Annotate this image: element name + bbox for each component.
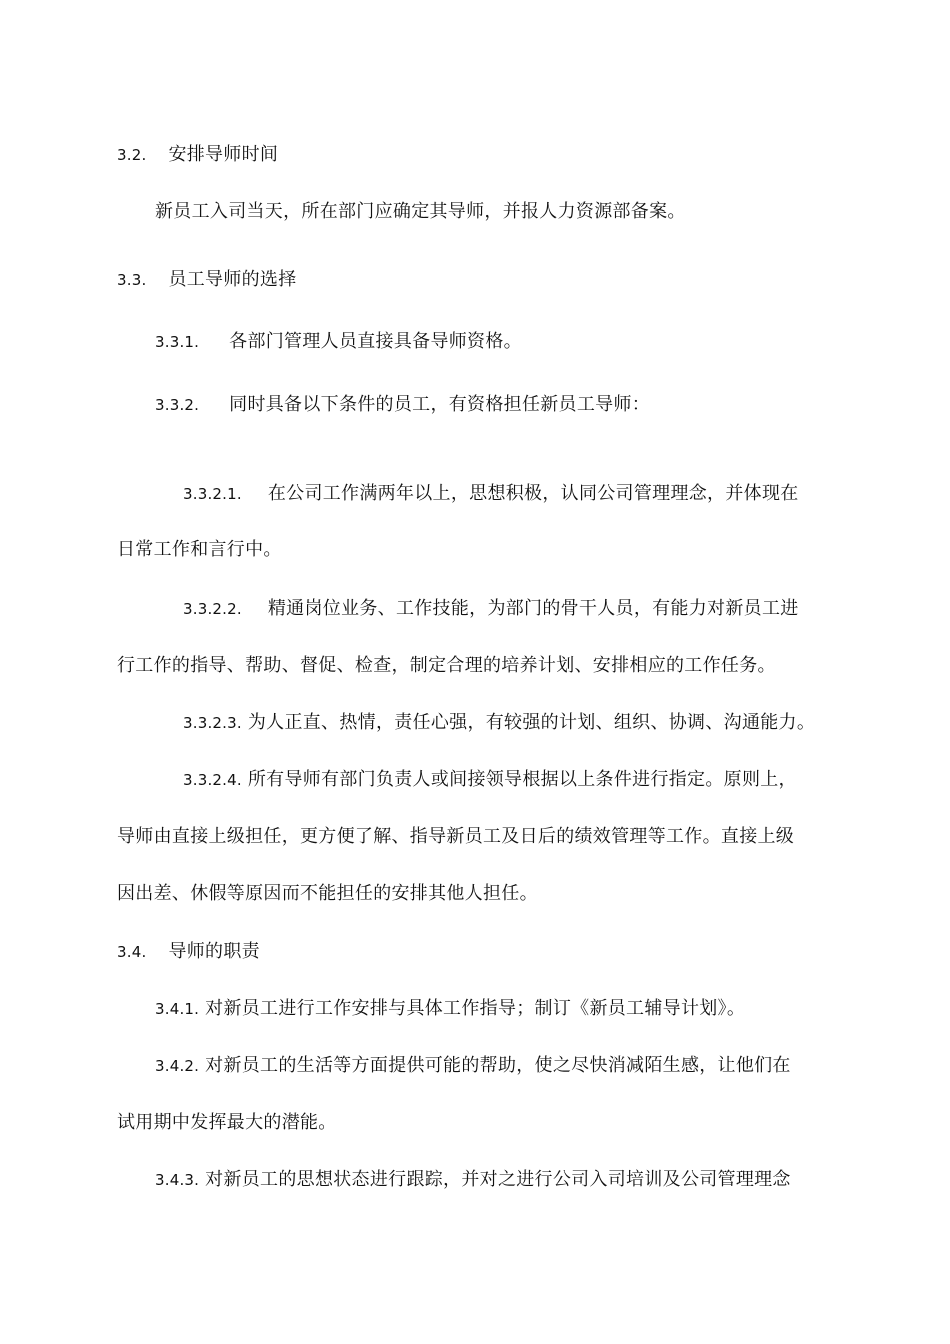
list-item-3-3-2-4 [183, 768, 797, 792]
item-text: 在公司工作满两年以上，思想积极，认同公司管理理念，并体现在 [267, 483, 799, 504]
section-number: 3.3. [117, 271, 147, 289]
paragraph-continuation: 试用期中发挥最大的潜能。 [117, 1112, 337, 1133]
list-item-3-3-2-1 [183, 482, 799, 506]
item-number: 3.3.2.1. [183, 485, 242, 503]
item-number: 3.4.3. [155, 1171, 200, 1189]
section-number: 3.2. [117, 146, 147, 164]
list-item-3-4-3 [155, 1168, 791, 1192]
item-text: 对新员工的思想状态进行跟踪，并对之进行公司入司培训及公司管理理念 [205, 1169, 791, 1190]
list-item-3-4-1 [155, 997, 745, 1021]
item-text: 同时具备以下条件的员工，有资格担任新员工导师： [229, 394, 651, 415]
item-number: 3.3.1. [155, 333, 200, 351]
item-text: 各部门管理人员直接具备导师资格。 [229, 331, 522, 352]
list-item-3-3-1 [155, 330, 522, 354]
item-number: 3.4.1. [155, 1000, 200, 1018]
section-title: 导师的职责 [168, 941, 260, 962]
paragraph-continuation: 日常工作和言行中。 [117, 539, 282, 560]
paragraph-continuation: 行工作的指导、帮助、督促、检查，制定合理的培养计划、安排相应的工作任务。 [117, 655, 776, 676]
paragraph-continuation: 导师由直接上级担任，更方便了解、指导新员工及日后的绩效管理等工作。直接上级 [117, 826, 795, 847]
list-item-3-3-2-3 [183, 711, 815, 735]
item-number: 3.4.2. [155, 1057, 200, 1075]
paragraph-continuation: 因出差、休假等原因而不能担任的安排其他人担任。 [117, 883, 538, 904]
list-item-3-3-2-2 [183, 597, 799, 621]
section-number: 3.4. [117, 943, 147, 961]
item-number: 3.3.2. [155, 396, 200, 414]
item-text: 为人正直、热情，责任心强，有较强的计划、组织、协调、沟通能力。 [247, 712, 816, 733]
item-number: 3.3.2.4. [183, 771, 242, 789]
item-text: 所有导师有部门负责人或间接领导根据以上条件进行指定。原则上， [247, 769, 797, 790]
list-item-3-4-2 [155, 1054, 791, 1078]
item-text: 精通岗位业务、工作技能，为部门的骨干人员，有能力对新员工进 [267, 598, 799, 619]
item-number: 3.3.2.2. [183, 600, 242, 618]
section-title: 员工导师的选择 [168, 269, 297, 290]
paragraph: 新员工入司当天，所在部门应确定其导师，并报人力资源部备案。 [155, 201, 686, 222]
section-heading-3-3 [117, 268, 297, 292]
item-number: 3.3.2.3. [183, 714, 242, 732]
item-text: 对新员工进行工作安排与具体工作指导；制订《新员工辅导计划》。 [205, 998, 746, 1019]
item-text: 对新员工的生活等方面提供可能的帮助，使之尽快消减陌生感，让他们在 [205, 1055, 791, 1076]
list-item-3-3-2 [155, 393, 650, 417]
section-title: 安排导师时间 [168, 144, 279, 165]
section-heading-3-4 [117, 940, 260, 964]
section-heading-3-2 [117, 143, 278, 167]
